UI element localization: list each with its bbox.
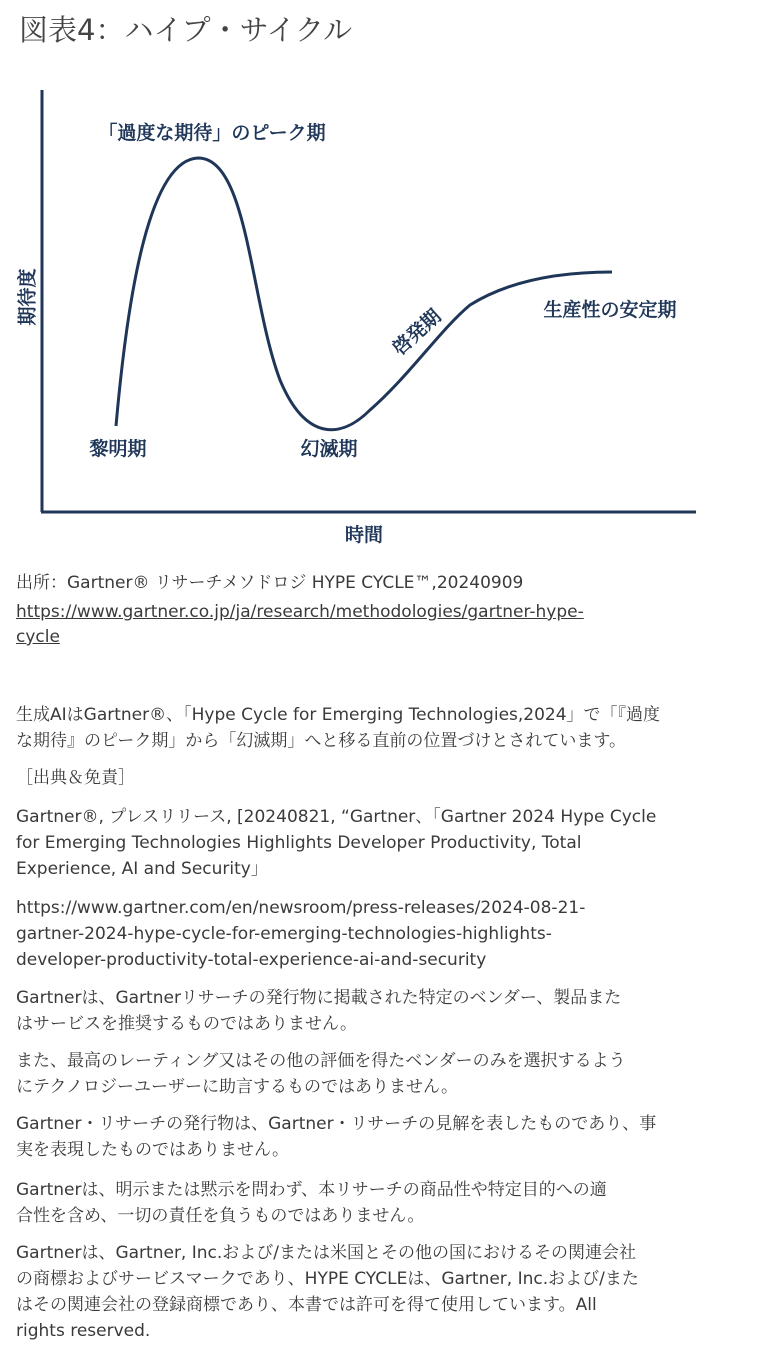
source-link-line2[interactable]: cycle xyxy=(16,627,60,647)
label-peak: 「過度な期待」のピーク期 xyxy=(98,122,326,144)
y-axis-label: 期待度 xyxy=(16,268,39,326)
source-line: 出所：Gartner® リサーチメソドロジ HYPE CYCLE™,20240909 xyxy=(16,573,524,593)
press-url-line: gartner-2024-hype-cycle-for-emerging-technologies-highlights- xyxy=(16,924,552,944)
press-line: for Emerging Technologies Highlights Developer Productivity, Total xyxy=(16,833,582,853)
disclaimer-paragraph-3: Gartner・リサーチの発行物は、Gartner・リサーチの見解を表したものであり、事 実を表現したものではありません。 xyxy=(16,1114,657,1160)
source-link[interactable] xyxy=(16,600,584,650)
label-trough: 幻滅期 xyxy=(300,438,358,460)
page-title: 図表4：ハイプ・サイクル xyxy=(19,13,353,47)
press-url-line: https://www.gartner.com/en/newsroom/press-releases/2024-08-21- xyxy=(16,898,586,918)
disclaimer-paragraph-2: また、最高のレーティング又はその他の評価を得たベンダーのみを選択するよう にテクノロジーユーザーに助言するものではありません。 xyxy=(16,1051,626,1097)
x-axis-label: 時間 xyxy=(344,524,384,546)
intro-line: 生成AIはGartner®、「Hype Cycle for Emerging Technologies,2024」で「『過度 xyxy=(16,705,661,725)
press-line: Gartner®, プレスリリース, [20240821, “Gartner、「Gartner 2024 Hype Cycle xyxy=(16,807,657,827)
disclaimer-paragraph-5: Gartnerは、Gartner, Inc.および/または米国とその他の国におけるその関連会社 の商標およびサービスマークであり、HYPE CYCLEは、Gartner, Inc.および/また はその関連会社の登録商標であり、本書では許可を得て使用しています。All rights reserved. xyxy=(16,1243,639,1341)
intro-paragraph xyxy=(16,702,706,754)
label-plateau: 生産性の安定期 xyxy=(543,299,677,321)
disclaimer-heading: ［出典＆免責］ xyxy=(16,768,135,788)
intro-line: な期待』のピーク期」から「幻滅期」へと移る直前の位置づけとされています。 xyxy=(16,731,626,751)
hype-cycle-diagram xyxy=(0,70,768,550)
label-slope: 啓発期 xyxy=(388,305,446,360)
disclaimer-paragraph-4: Gartnerは、明示または黙示を問わず、本リサーチの商品性や特定目的への適 合性を含め、一切の責任を負うものではありません。 xyxy=(16,1180,607,1226)
source-link-line1[interactable]: https://www.gartner.co.jp/ja/research/methodologies/gartner-hype- xyxy=(16,602,584,622)
press-url-line: developer-productivity-total-experience-ai-and-security xyxy=(16,950,487,970)
label-trigger: 黎明期 xyxy=(89,438,147,460)
disclaimer-paragraph-1: Gartnerは、Gartnerリサーチの発行物に掲載された特定のベンダー、製品また はサービスを推奨するものではありません。 xyxy=(16,988,622,1034)
press-release xyxy=(16,804,706,882)
hype-curve xyxy=(116,158,612,430)
press-line: Experience, AI and Security」 xyxy=(16,859,268,879)
press-url xyxy=(16,895,706,973)
